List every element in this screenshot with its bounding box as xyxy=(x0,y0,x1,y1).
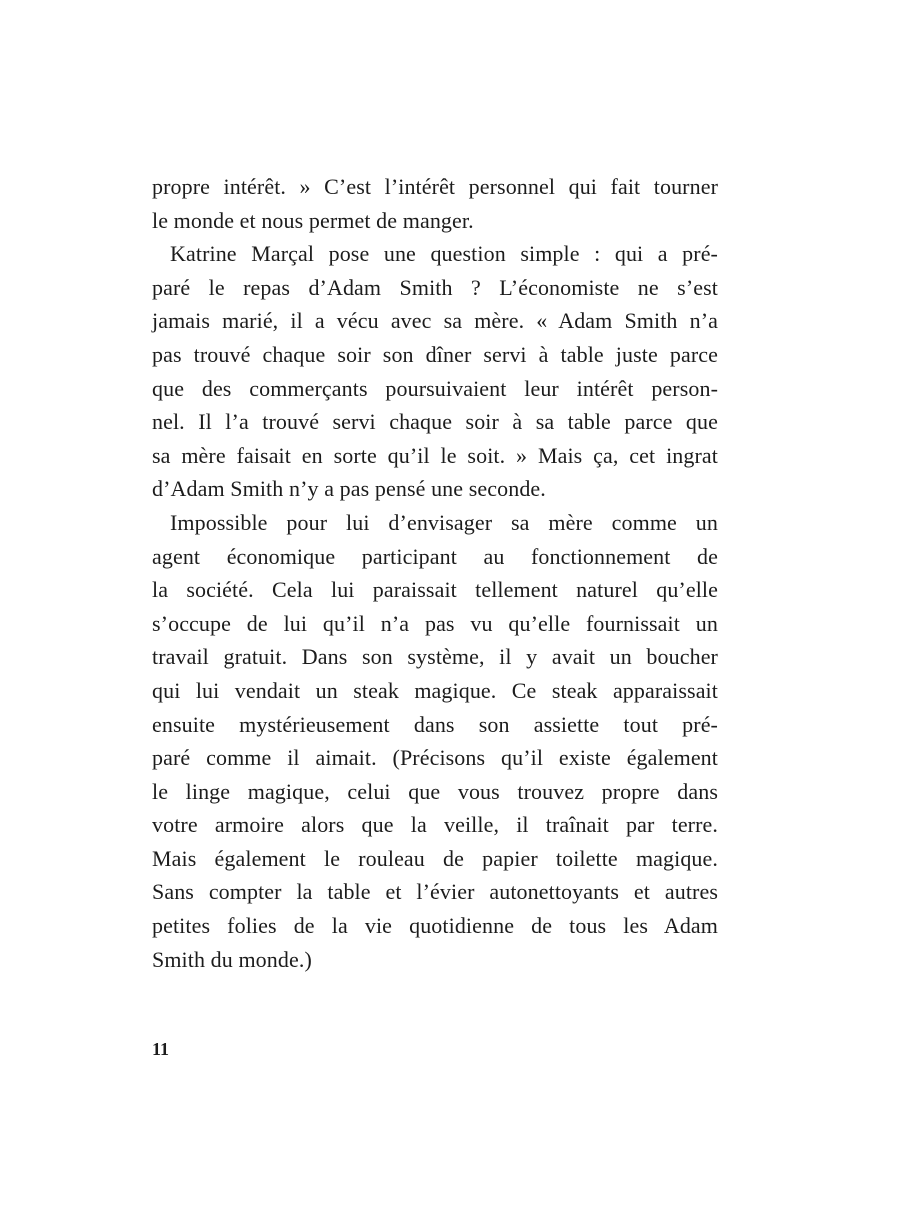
text-line: Smith du monde.) xyxy=(152,946,312,972)
page-number: 11 xyxy=(152,1039,170,1059)
paragraph xyxy=(152,506,718,976)
text-line: la société. Cela lui paraissait tellement naturel qu’elle xyxy=(152,577,718,603)
paragraph xyxy=(152,237,718,506)
text-line: d’Adam Smith n’y a pas pensé une seconde. xyxy=(152,476,546,502)
text-line: s’occupe de lui qu’il n’a pas vu qu’elle fournissait un xyxy=(152,610,718,636)
text-line: qui lui vendait un steak magique. Ce steak apparaissait xyxy=(152,677,718,703)
text-line: paré comme il aimait. (Précisons qu’il existe également xyxy=(152,745,718,771)
text-line: que des commerçants poursuivaient leur intérêt person- xyxy=(152,375,718,401)
text-line: agent économique participant au fonctionnement de xyxy=(152,543,718,569)
text-line: Katrine Marçal pose une question simple : qui a pré- xyxy=(170,241,718,267)
text-line: Mais également le rouleau de papier toilette magique. xyxy=(152,845,718,871)
text-line: nel. Il l’a trouvé servi chaque soir à sa table parce que xyxy=(152,409,718,435)
body-text xyxy=(152,170,718,976)
text-line: le monde et nous permet de manger. xyxy=(152,207,474,233)
text-line: sa mère faisait en sorte qu’il le soit. » Mais ça, cet ingrat xyxy=(152,442,718,468)
text-line: votre armoire alors que la veille, il traînait par terre. xyxy=(152,812,718,838)
text-line: propre intérêt. » C’est l’intérêt personnel qui fait tourner xyxy=(152,174,718,199)
text-line: petites folies de la vie quotidienne de tous les Adam xyxy=(152,913,718,939)
text-line: Sans compter la table et l’évier autonettoyants et autres xyxy=(152,879,718,905)
text-line: ensuite mystérieusement dans son assiette tout pré- xyxy=(152,711,718,737)
text-line: jamais marié, il a vécu avec sa mère. « Adam Smith n’a xyxy=(152,308,718,334)
text-line: Impossible pour lui d’envisager sa mère comme un xyxy=(170,509,718,535)
text-line: paré le repas d’Adam Smith ? L’économiste ne s’est xyxy=(152,274,718,300)
text-line: pas trouvé chaque soir son dîner servi à table juste parce xyxy=(152,341,718,367)
text-line: travail gratuit. Dans son système, il y avait un boucher xyxy=(152,644,718,670)
text-line: le linge magique, celui que vous trouvez propre dans xyxy=(152,778,718,804)
paragraph xyxy=(152,170,718,237)
